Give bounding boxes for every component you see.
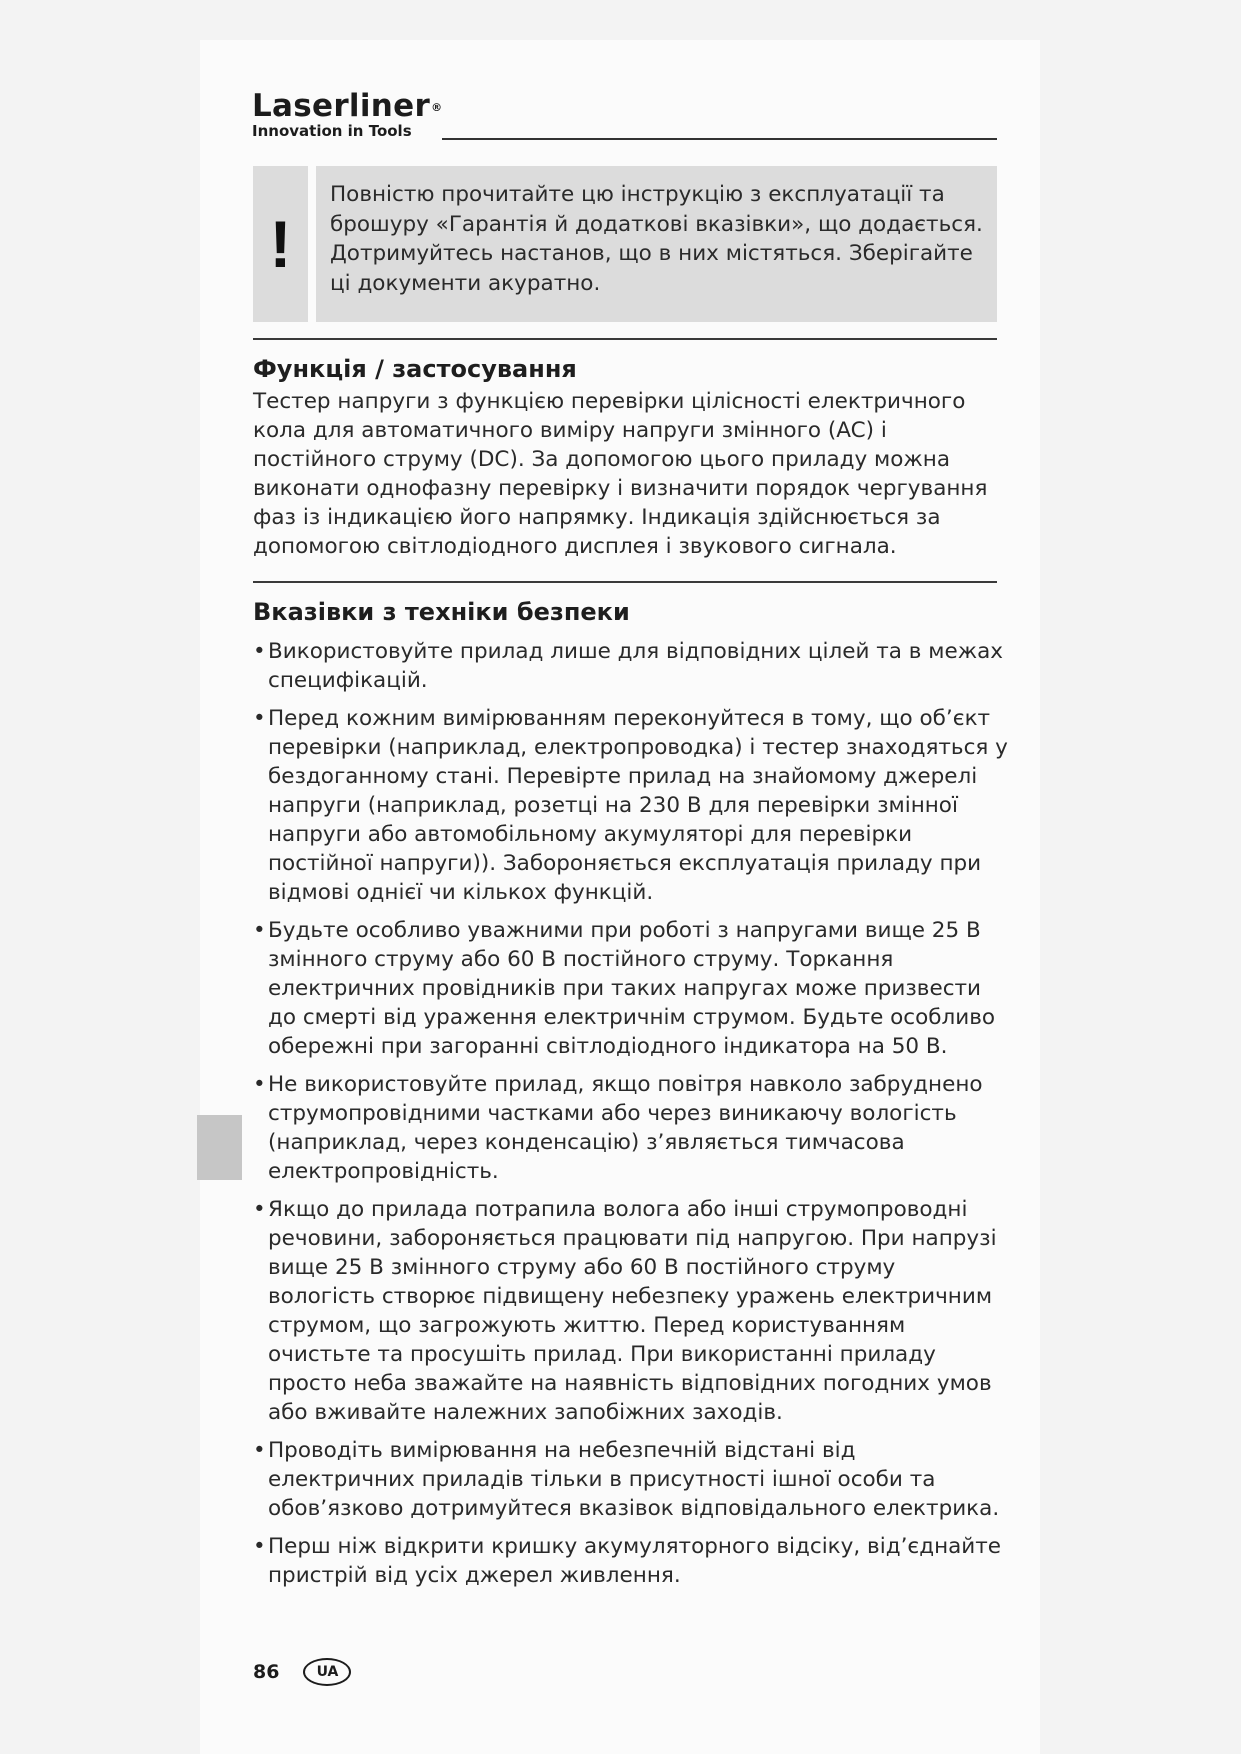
logo-tagline: Innovation in Tools [252,122,412,140]
registered-mark: ® [431,101,443,114]
notice-text: Повністю прочитайте цю інструкцію з експлуатації та брошуру «Гарантія й додаткові вказівки», що додається. Дотримуйтесь настанов, що в них містяться. Зберігайте ці документи акуратно. [316,166,997,322]
list-item: • Перед кожним вимірюванням переконуйтеся в тому, що об’єкт перевірки (наприклад, електропроводка) і тестер знаходяться у бездоганному стані. Перевірте прилад на знайомому джерелі напруги (наприклад, розетці на 230 В для перевірки змінної напруги або автомобільному акумуляторі для перевірки постійної напруги)). Забороняється експлуатація приладу при відмові однієї чи кількох функцій. [253,706,1008,905]
page-footer [253,1658,351,1686]
page-number: 86 [253,1661,280,1683]
list-item: • Не використовуйте прилад, якщо повітря навколо забруднено струмопровідними частками або через виникаючу вологість (наприклад, через конденсацію) з’являється тимчасова електропровідність. [253,1072,983,1184]
list-item: • Перш ніж відкрити кришку акумуляторного відсіку, від’єднайте пристрій від усіх джерел живлення. [253,1534,1002,1588]
header-rule [442,138,997,140]
section-divider [253,581,997,583]
logo-wordmark: Laserliner® [252,88,443,124]
section-side-tab [197,1115,242,1180]
notice-box [253,166,997,322]
list-item: • Будьте особливо уважними при роботі з напругами вище 25 В змінного струму або 60 В постійного струму. Торкання електричних провідників при таких напругах може призвести до смерті від ураження електричнім струмом. Будьте особливо обережні при загоранні світлодіодного індикатора на 50 В. [253,918,996,1059]
exclamation-icon: ! [253,166,308,322]
function-text: Тестер напруги з функцією перевірки цілісності електричного кола для автоматичного виміру напруги змінного (AC) і постійного струму (DC). За допомогою цього приладу можна виконати однофазну перевірку і визначити порядок чергування фаз із індикацією його напрямку. Індикація здійснюється за допомогою світлодіодного дисплея і звукового сигнала. [253,389,988,559]
laserliner-logo [252,88,442,140]
list-item: • Проводіть вимірювання на небезпечній відстані від електричних приладів тільки в присутності ішної особи та обов’язково дотримуйтеся вказівок відповідального електрика. [253,1438,1000,1521]
list-item: • Якщо до прилада потрапила волога або інші струмопроводні речовини, забороняється працювати під напругою. При напрузі вище 25 В змінного струму або 60 В постійного струму вологість створює підвищену небезпеку уражень електричним струмом, що загрожують життю. Перед користуванням очистьте та просушіть прилад. При використанні приладу просто неба зважайте на наявність відповідних погодних умов або вживайте належних запобіжних заходів. [253,1197,997,1425]
safety-heading: Вказівки з техніки безпеки [253,598,630,626]
section-divider [253,338,997,340]
function-heading: Функція / застосування [253,355,577,383]
list-item: • Використовуйте прилад лише для відповідних цілей та в межах специфікацій. [253,639,1004,693]
safety-list [253,637,1008,1599]
language-badge: UA [303,1658,351,1686]
